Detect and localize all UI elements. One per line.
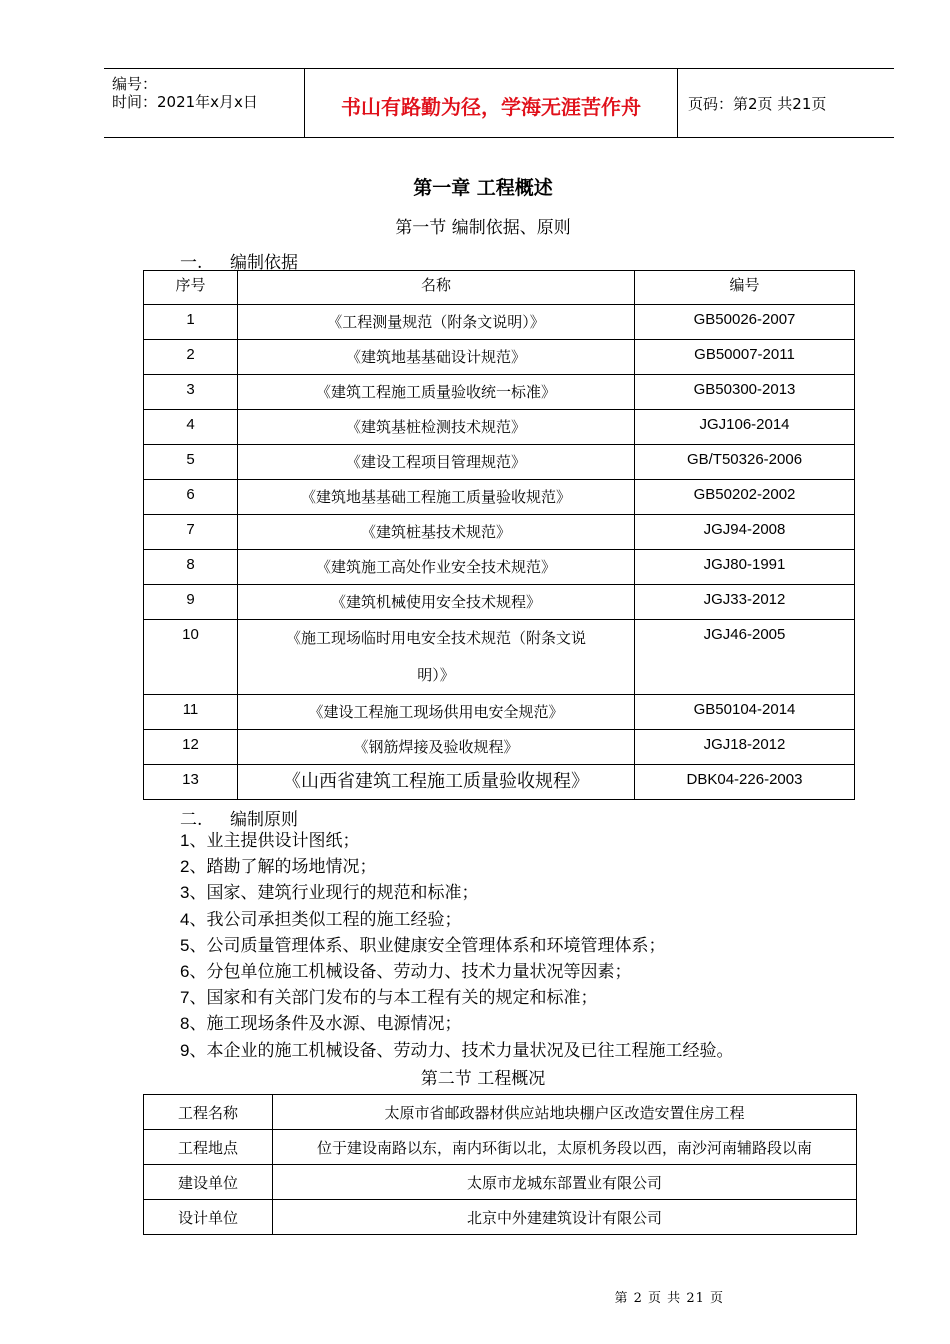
table-row xyxy=(144,730,855,765)
cell-seq: 8 xyxy=(144,550,238,585)
list-item-text: 、业主提供设计图纸； xyxy=(189,831,360,851)
cell-name xyxy=(238,620,635,695)
cell-seq: 13 xyxy=(144,765,238,800)
table-row xyxy=(144,1165,857,1200)
table-row xyxy=(144,765,855,800)
list-item-text: 、国家、建筑行业现行的规范和标准； xyxy=(189,883,479,904)
header-motto: 书山有路勤为径，学海无涯苦作舟 xyxy=(341,95,641,119)
cell-code: DBK04-226-2003 xyxy=(635,765,855,800)
cell-seq: 1 xyxy=(144,305,238,340)
list-item-text: 、国家和有关部门发布的与本工程有关的规定和标准； xyxy=(189,988,598,1009)
principles-list xyxy=(180,828,733,1064)
table-row xyxy=(144,340,855,375)
cell-seq: 9 xyxy=(144,585,238,620)
cell-name: 《建筑基桩检测技术规范》 xyxy=(238,410,635,445)
col-header-name: 名称 xyxy=(238,271,635,305)
table-row xyxy=(144,480,855,515)
cell-name: 《建筑桩基技术规范》 xyxy=(238,515,635,550)
table-row xyxy=(144,695,855,730)
list-item-number: 7 xyxy=(180,988,190,1008)
chapter-title: 第一章 工程概述 xyxy=(413,177,553,199)
header-page-cell xyxy=(678,69,894,137)
list-item-number: 1 xyxy=(180,831,190,850)
cell-name: 《工程测量规范（附条文说明）》 xyxy=(238,305,635,340)
list-item xyxy=(180,933,733,959)
cell-seq: 6 xyxy=(144,480,238,515)
cell-code: GB50202-2002 xyxy=(635,480,855,515)
cell-name: 《建筑工程施工质量验收统一标准》 xyxy=(238,375,635,410)
list-item-number: 3 xyxy=(180,883,190,903)
table-row xyxy=(144,585,855,620)
list-item xyxy=(180,854,733,880)
overview-value: 北京中外建建筑设计有限公司 xyxy=(273,1200,857,1235)
cell-name: 《钢筋焊接及验收规程》 xyxy=(238,730,635,765)
subheading-principles xyxy=(180,805,298,830)
list-item-number: 6 xyxy=(180,962,190,982)
list-item xyxy=(180,907,733,933)
list-item-text: 、本企业的施工机械设备、劳动力、技术力量状况及已往工程施工经验。 xyxy=(189,1040,734,1061)
overview-label: 工程名称 xyxy=(144,1095,273,1130)
overview-value: 太原市省邮政器材供应站地块棚户区改造安置住房工程 xyxy=(273,1095,857,1130)
cell-code: GB50104-2014 xyxy=(635,695,855,730)
header-page-info: 页码：第2页 共21页 xyxy=(688,95,827,113)
list-item-number: 4 xyxy=(180,909,190,929)
list-item-text: 、分包单位施工机械设备、劳动力、技术力量状况等因素； xyxy=(189,962,632,983)
table-row xyxy=(144,515,855,550)
cell-code: JGJ94-2008 xyxy=(635,515,855,550)
list-item-number: 5 xyxy=(180,935,190,955)
overview-table xyxy=(143,1094,857,1235)
cell-code: JGJ80-1991 xyxy=(635,550,855,585)
cell-name: 《建筑地基基础设计规范》 xyxy=(238,340,635,375)
subheading-text: 编制依据 xyxy=(230,253,298,273)
cell-name-line1: 《施工现场临时用电安全技术规范（附条文说 xyxy=(285,629,586,647)
list-item-text: 、我公司承担类似工程的施工经验； xyxy=(189,909,462,930)
basis-table xyxy=(143,270,855,800)
cell-seq: 7 xyxy=(144,515,238,550)
cell-code: GB50026-2007 xyxy=(635,305,855,340)
section-title-basis: 第一节 编制依据、原则 xyxy=(395,218,571,238)
list-item xyxy=(180,828,733,854)
page-footer xyxy=(0,1287,950,1306)
cell-name: 《建筑施工高处作业安全技术规范》 xyxy=(238,550,635,585)
time-label: 时间：2021年x月x日 xyxy=(112,93,258,111)
cell-code: GB50300-2013 xyxy=(635,375,855,410)
col-header-seq: 序号 xyxy=(144,271,238,305)
cell-seq: 2 xyxy=(144,340,238,375)
cell-seq: 5 xyxy=(144,445,238,480)
header-meta-cell xyxy=(104,69,305,137)
list-item-number: 8 xyxy=(180,1014,190,1034)
cell-name: 《建设工程项目管理规范》 xyxy=(238,445,635,480)
footer-page-number: 第 2 页 共 21 页 xyxy=(614,1291,724,1306)
overview-label: 工程地点 xyxy=(144,1130,273,1165)
serial-label: 编号： xyxy=(112,75,158,93)
list-item-number: 2 xyxy=(180,857,190,877)
page-header xyxy=(104,68,894,138)
cell-name: 《建筑机械使用安全技术规程》 xyxy=(238,585,635,620)
cell-code: JGJ106-2014 xyxy=(635,410,855,445)
cell-code: GB50007-2011 xyxy=(635,340,855,375)
cell-seq: 12 xyxy=(144,730,238,765)
table-row xyxy=(144,445,855,480)
table-row xyxy=(144,620,855,695)
col-header-code: 编号 xyxy=(635,271,855,305)
cell-code: GB/T50326-2006 xyxy=(635,445,855,480)
cell-name: 《建筑地基基础工程施工质量验收规范》 xyxy=(238,480,635,515)
cell-seq: 4 xyxy=(144,410,238,445)
cell-seq: 3 xyxy=(144,375,238,410)
cell-seq: 11 xyxy=(144,695,238,730)
list-item-text: 、踏勘了解的场地情况； xyxy=(189,857,377,878)
table-row xyxy=(144,375,855,410)
list-item xyxy=(180,985,733,1011)
overview-value: 太原市龙城东部置业有限公司 xyxy=(273,1165,857,1200)
cell-code: JGJ33-2012 xyxy=(635,585,855,620)
list-item-text: 、施工现场条件及水源、电源情况； xyxy=(189,1014,462,1035)
list-item xyxy=(180,1011,733,1037)
overview-label: 设计单位 xyxy=(144,1200,273,1235)
list-item xyxy=(180,880,733,906)
cell-code: JGJ46-2005 xyxy=(635,620,855,695)
table-row xyxy=(144,410,855,445)
table-row xyxy=(144,1200,857,1235)
overview-value: 位于建设南路以东，南内环街以北，太原机务段以西，南沙河南辅路段以南 xyxy=(273,1130,857,1165)
subheading-number: 二. xyxy=(180,810,203,830)
overview-label: 建设单位 xyxy=(144,1165,273,1200)
table-row xyxy=(144,550,855,585)
cell-name: 《建设工程施工现场供用电安全规范》 xyxy=(238,695,635,730)
cell-name: 《山西省建筑工程施工质量验收规程》 xyxy=(238,765,635,800)
cell-seq: 10 xyxy=(144,620,238,695)
list-item-number: 9 xyxy=(180,1040,190,1060)
header-motto-cell xyxy=(305,69,678,137)
subheading-number: 一. xyxy=(180,253,203,273)
cell-name-line2: 明）》 xyxy=(417,666,455,684)
section-title-overview: 第二节 工程概况 xyxy=(420,1069,546,1089)
list-item xyxy=(180,1038,733,1064)
table-row xyxy=(144,1095,857,1130)
table-row xyxy=(144,305,855,340)
table-row xyxy=(144,1130,857,1165)
table-header-row xyxy=(144,271,855,305)
list-item-text: 、公司质量管理体系、职业健康安全管理体系和环境管理体系； xyxy=(189,935,666,956)
cell-code: JGJ18-2012 xyxy=(635,730,855,765)
subheading-text: 编制原则 xyxy=(230,810,298,830)
list-item xyxy=(180,959,733,985)
